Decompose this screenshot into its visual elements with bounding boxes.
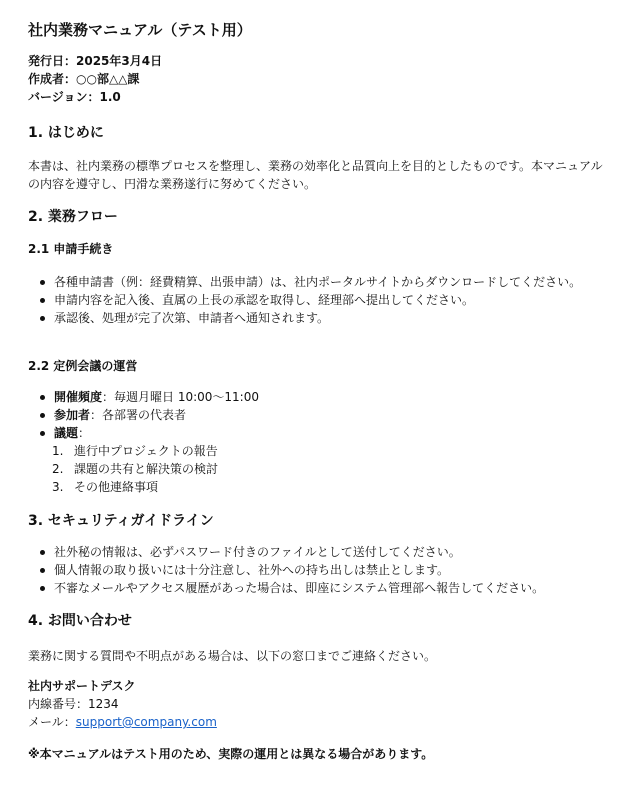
list-item: 各種申請書（例：経費精算、出張申請）は、社内ポータルサイトからダウンロードしてください。 [36, 273, 608, 291]
bullet-icon [40, 298, 45, 303]
agenda-item: 2. 課題の共有と解決策の検討 [52, 462, 219, 476]
meeting-details-list [36, 388, 608, 442]
bullet-icon [40, 413, 45, 418]
bullet-icon [40, 550, 45, 555]
list-item: 承認後、処理が完了次第、申請者へ通知されます。 [36, 309, 608, 327]
section-heading-contact: 4. お問い合わせ [28, 613, 132, 629]
list-item: 社外秘の情報は、必ずパスワード付きのファイルとして送付してください。 [36, 543, 608, 561]
issue-date: 発行日：2025年3月4日 [28, 54, 163, 68]
version: バージョン：1.0 [28, 90, 121, 104]
bullet-icon [40, 280, 45, 285]
extension-number: 内線番号：1234 [28, 697, 119, 711]
list-item: 不審なメールやアクセス履歴があった場合は、即座にシステム管理部へ報告してください。 [36, 579, 608, 597]
bullet-icon [40, 586, 45, 591]
subsection-heading-application: 2.1 申請手続き [28, 242, 114, 256]
support-email-link[interactable]: support@company.com [75, 715, 217, 729]
security-list [36, 543, 608, 597]
author: 作成者：○○部△△課 [28, 72, 140, 86]
section-heading-security: 3. セキュリティガイドライン [28, 513, 214, 529]
application-steps-list [36, 273, 608, 327]
contact-paragraph: 業務に関する質問や不明点がある場合は、以下の窓口までご連絡ください。 [28, 649, 437, 663]
agenda-list [52, 442, 602, 496]
bullet-icon [40, 395, 45, 400]
list-item-frequency: 開催頻度：毎週月曜日 10:00〜11:00 [36, 388, 608, 406]
support-desk-name: 社内サポートデスク [28, 679, 136, 693]
section-heading-intro: 1. はじめに [28, 125, 104, 141]
contact-block [28, 677, 217, 731]
list-item-agenda: 議題： [36, 424, 608, 442]
list-item-participants: 参加者：各部署の代表者 [36, 406, 608, 424]
agenda-item: 3. その他連絡事項 [52, 480, 159, 494]
bullet-icon [40, 568, 45, 573]
mail-label: メール： [28, 715, 76, 729]
list-item: 申請内容を記入後、直属の上長の承認を取得し、経理部へ提出してください。 [36, 291, 608, 309]
bullet-icon [40, 316, 45, 321]
document-title: 社内業務マニュアル（テスト用） [28, 21, 252, 39]
list-item: 個人情報の取り扱いには十分注意し、社外への持ち出しは禁止とします。 [36, 561, 608, 579]
bullet-icon [40, 431, 45, 436]
document-meta [28, 52, 162, 106]
section-heading-flow: 2. 業務フロー [28, 209, 118, 225]
agenda-item: 1. 進行中プロジェクトの報告 [52, 444, 218, 458]
subsection-heading-meeting: 2.2 定例会議の運営 [28, 359, 138, 373]
mail-line [28, 713, 217, 731]
intro-paragraph: 本書は、社内業務の標準プロセスを整理し、業務の効率化と品質向上を目的としたものです。本マニュアルの内容を遵守し、円滑な業務遂行に努めてください。 [28, 159, 603, 191]
footnote: ※本マニュアルはテスト用のため、実際の運用とは異なる場合があります。 [28, 747, 434, 761]
